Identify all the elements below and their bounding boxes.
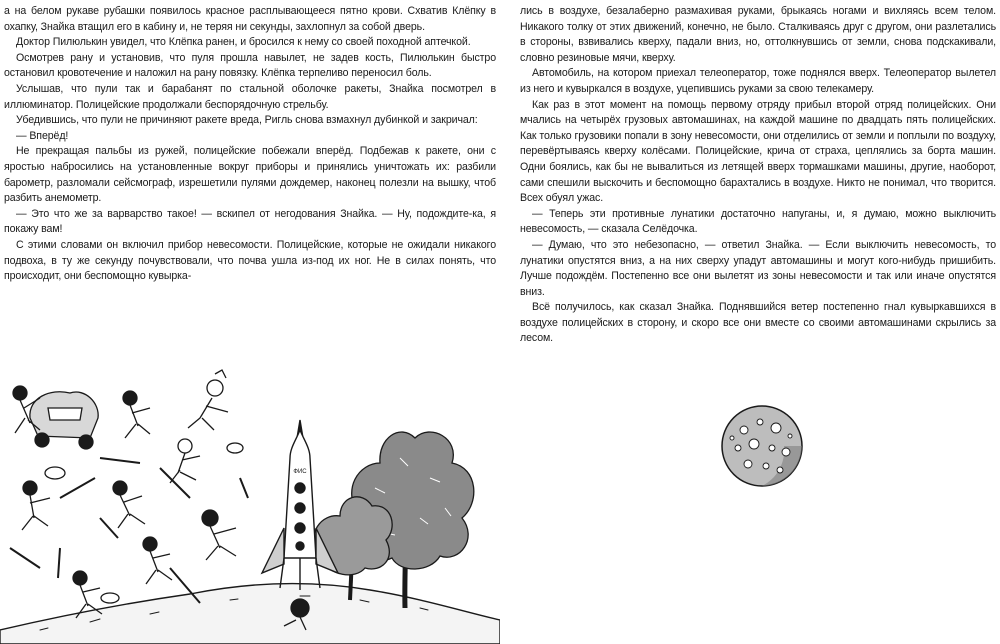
- hill-ground: [0, 584, 500, 644]
- rocket: [262, 420, 338, 590]
- moon-illustration: [712, 400, 812, 492]
- paragraph: Услышав, что пули так и барабанят по стальной оболочке ракеты, Знайка посмотрел в иллюминатор. Полицейские продолжали беспорядочную стрельбу.: [4, 82, 496, 111]
- right-page: [520, 0, 1000, 644]
- paragraph: — Это что же за варварство такое! — вскипел от негодования Знайка. — Ну, подождите-ка, я покажу вам!: [4, 207, 496, 236]
- police-figure: [170, 439, 200, 483]
- police-figure: [202, 510, 236, 560]
- police-figure: [188, 370, 228, 430]
- paragraph: Осмотрев рану и установив, что пуля прошла навылет, не задев кость, Пилюлькин быстро остановил кровотечение и наложил на рану повязку. Клёпка терпеливо переносил боль.: [4, 51, 496, 80]
- right-page-text: [520, 4, 996, 347]
- left-page-text: [4, 4, 496, 285]
- police-figure: [22, 481, 50, 530]
- paragraph: — Вперёд!: [16, 129, 69, 142]
- paragraph: Убедившись, что пули не причиняют ракете вреда, Ригль снова взмахнул дубинкой и закричал:: [16, 114, 478, 127]
- paragraph: Как раз в этот момент на помощь первому отряду прибыл второй отряд полицейских. Они мчались на четырёх грузовых автомашинах, на каждой машине по двадцать пять полицейских. Как только грузовики попали в зону невесомости, они отделились от земли и поплыли по воздуху, перевёртываясь кверху колёсами. Полицейские, крича от страха, цеплялись за борта машин. Одни боялись, как бы не вывалиться из летящей вверх тормашками машины, другие, наоборот, сами спешили выскочить и беспомощно барахтались в воздухе. Никто не понимал, что творится. Всех обуял ужас.: [520, 98, 996, 205]
- paragraph: Всё получилось, как сказал Знайка. Поднявшийся ветер постепенно гнал кувыркавшихся в воздухе полицейских в сторону, и скоро все они вместе со своими автомашинами скрылись за лесом.: [520, 301, 996, 345]
- paragraph: Доктор Пилюлькин увидел, что Клёпка ранен, и бросился к нему со своей походной аптечкой.: [16, 36, 471, 49]
- paragraph: С этими словами он включил прибор невесомости. Полицейские, которые не ожидали никакого подвоха, в ту же секунду почувствовали, что почва ушла из-под их ног. Не в силах понять, что происходит, они беспомощно кувырка-: [4, 238, 496, 283]
- police-figure: [123, 391, 150, 438]
- paragraph: — Думаю, что это небезопасно, — ответил Знайка. — Если выключить невесомость, то лунатики опустятся вниз, а на них сверху упадут автомашины и могут кого-нибудь пришибить. Лучше подождём. Постепенно все они вылетят из зоны невесомости и так или иначе опустятся вниз.: [520, 238, 996, 298]
- overturned-car: [30, 392, 98, 449]
- weightless-police-illustration: [0, 368, 500, 644]
- police-figure: [143, 537, 172, 584]
- police-figure: [113, 481, 145, 528]
- paragraph: — Теперь эти противные лунатики достаточно напуганы, и, я думаю, можно выключить невесомость, — сказала Селёдочка.: [520, 207, 996, 236]
- paragraph: Не прекращая пальбы из ружей, полицейские побежали вперёд. Подбежав к ракете, они с яростью набросились на установленные вокруг приборы и принялись уничтожать их: разбили барометр, разломали сейсмограф, изрешетили пулями дождемер, наконец полезли на вышку, чтоб разбить анемометр.: [4, 145, 496, 205]
- paragraph: а на белом рукаве рубашки появилось красное расплывающееся пятно крови. Схватив Клёпку в охапку, Знайка втащил его в кабину и, не теряя ни секунды, захлопнул за собой дверь.: [4, 5, 496, 33]
- rocket-label: ФИС: [293, 469, 307, 475]
- paragraph: Автомобиль, на котором приехал телеоператор, тоже поднялся вверх. Телеоператор вылетел из него и кувыркался в воздухе, уцепившись руками за свою телекамеру.: [520, 67, 996, 95]
- paragraph: лись в воздухе, безалаберно размахивая руками, брыкаясь ногами и вихляясь всем телом. Никакого толку от этих движений, конечно, не было. Сталкиваясь друг с другом, они разлетались в стороны, взвивались кверху, падали вниз, но, оттолкнувшись от земли, снова подскакивали, словно резиновые мячи, кверху.: [520, 5, 996, 64]
